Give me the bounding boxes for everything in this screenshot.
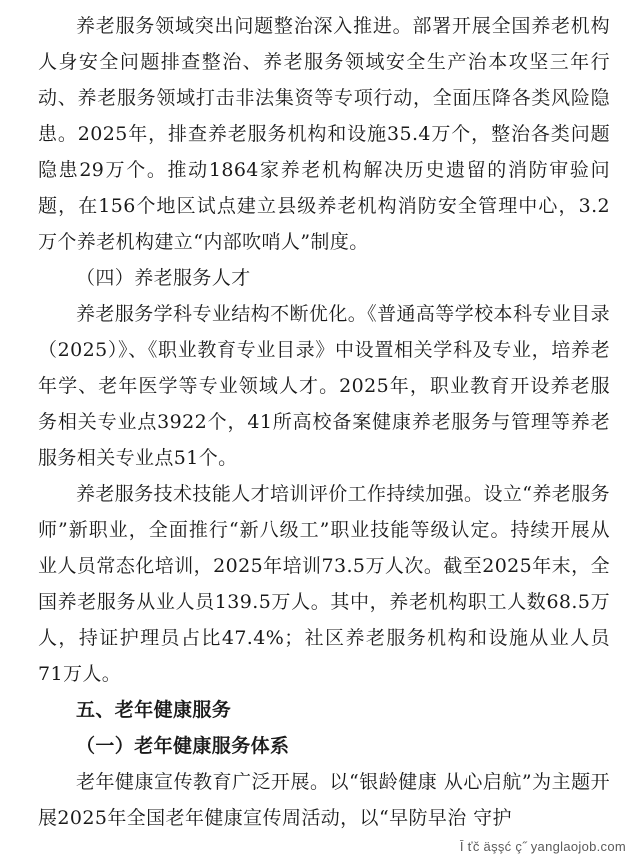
section-heading-health-system: （一）老年健康服务体系 [76, 735, 290, 757]
paragraph-skills-training: 养老服务技术技能人才培训评价工作持续加强。设立“养老服务师”新职业，全面推行“新八级工”职业技能等级认定。持续开展从业人员常态化培训，2025年培训73.5万人次。截至2025年末，全国养老服务从业人员139.5万人。其中，养老机构职工人数68.5万人，持证护理员占比47.4%；社区养老服务机构和设施从业人员71万人。 [38, 483, 610, 685]
chapter-heading-health-services: 五、老年健康服务 [76, 699, 232, 721]
paragraph-safety-rectification: 养老服务领域突出问题整治深入推进。部署开展全国养老机构人身安全问题排查整治、养老服务领域安全生产治本攻坚三年行动、养老服务领域打击非法集资等专项行动，全面压降各类风险隐患。2025年，排查养老服务机构和设施35.4万个，整治各类问题隐患29万个。推动1864家养老机构解决历史遗留的消防审验问题，在156个地区试点建立县级养老机构消防安全管理中心，3.2万个养老机构建立“内部吹哨人”制度。 [38, 15, 610, 253]
site-watermark: Ī ťč äşşć ç˝ yanglaojob.com [459, 839, 626, 854]
paragraph-discipline-structure: 养老服务学科专业结构不断优化。《普通高等学校本科专业目录（2025）》、《职业教育专业目录》中设置相关学科及专业，培养老年学、老年医学等专业领域人才。2025年，职业教育开设养老服务相关专业点3922个，41所高校备案健康养老服务与管理等养老服务相关专业点51个。 [38, 303, 610, 469]
section-heading-talent: （四）养老服务人才 [76, 267, 251, 289]
paragraph-health-education: 老年健康宣传教育广泛开展。以“银龄健康 从心启航”为主题开展2025年全国老年健康宣传周活动，以“早防早治 守护 [38, 771, 610, 829]
